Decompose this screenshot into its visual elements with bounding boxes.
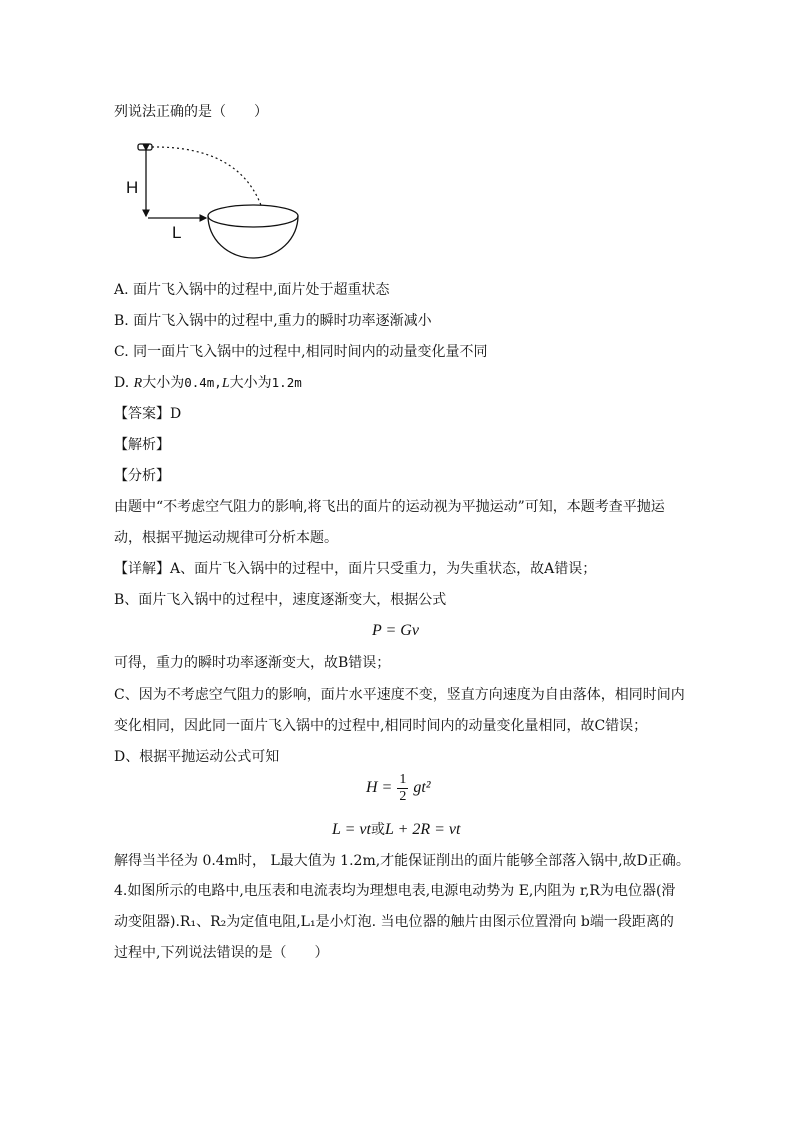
eq-h-numerator: 1 — [399, 772, 407, 787]
conclusion: 解得当半径为 0.4m时， L最大值为 1.2m,才能保证削出的面片能够全部落入锅中,故D正确。 — [114, 853, 690, 869]
eq-h-rhs: gt² — [413, 779, 431, 797]
detail-c-line-2: 变化相同，因此同一面片飞入锅中的过程中,相同时间内的动量变化量相同，故C错误； — [114, 718, 648, 734]
eq-h-lhs: H = — [366, 779, 393, 797]
option-d-text2: 大小为 — [229, 375, 272, 391]
equation-distance — [332, 819, 460, 839]
analysis-line-1: 由题中“不考虑空气阻力的影响,将飞出的面片的运动视为平抛运动”可知，本题考查平抛运 — [114, 499, 665, 515]
equation-height — [366, 772, 431, 805]
equation-power: P = Gv — [372, 622, 419, 639]
pot-rim — [208, 205, 298, 227]
trajectory-curve — [152, 147, 262, 208]
question-4-line-1: 4.如图所示的电路中,电压表和电流表均为理想电表,电源电动势为 E,内阻为 r,R为电位器(滑 — [114, 883, 676, 899]
option-b: B. 面片飞入锅中的过程中,重力的瞬时功率逐渐减小 — [114, 313, 432, 329]
eq-h-fraction — [397, 772, 408, 805]
label-l: L — [172, 223, 182, 242]
question-4-line-2: 动变阻器).R₁、R₂为定值电阻,L₁是小灯泡. 当电位器的触片由图示位置滑向 b端一段距离的 — [114, 914, 674, 930]
jiexi-label: 【解析】 — [114, 437, 170, 453]
option-d-value1: 0.4m, — [184, 375, 222, 390]
option-d-prefix: D. — [114, 375, 134, 391]
option-a: A. 面片飞入锅中的过程中,面片处于超重状态 — [114, 282, 390, 298]
fenxi-label: 【分析】 — [114, 468, 170, 484]
detail-d-line-1: D、根据平抛运动公式可知 — [114, 749, 280, 765]
noodle-slice-icon — [138, 144, 152, 150]
eq-h-denominator: 2 — [399, 789, 407, 804]
option-d-value2: 1.2m — [271, 375, 302, 390]
question-4-line-3: 过程中,下列说法错误的是（ ） — [114, 945, 329, 961]
option-d-text1: 大小为 — [142, 375, 185, 391]
detail-a: 【详解】A、面片飞入锅中的过程中，面片只受重力，为失重状态，故A错误； — [114, 561, 597, 577]
option-d — [114, 373, 302, 394]
option-d-var-r: R — [133, 376, 143, 391]
option-d-var-l: L — [221, 376, 230, 391]
option-c: C. 同一面片飞入锅中的过程中,相同时间内的动量变化量不同 — [114, 344, 488, 360]
projectile-pot-diagram — [120, 138, 360, 263]
eq-l-right: L + 2R = vt — [384, 821, 461, 838]
detail-b-line-1: B、面片飞入锅中的过程中，速度逐渐变大，根据公式 — [114, 592, 447, 608]
answer-label: 【答案】D — [114, 406, 182, 422]
eq-l-left: L = vt — [332, 821, 371, 838]
detail-b-line-2: 可得，重力的瞬时功率逐渐变大，故B错误； — [114, 655, 391, 671]
eq-l-or: 或 — [370, 822, 385, 838]
question-intro: 列说法正确的是（ ） — [114, 104, 268, 120]
detail-c-line-1: C、因为不考虑空气阻力的影响，面片水平速度不变，竖直方向速度为自由落体，相同时间内 — [114, 687, 685, 703]
analysis-line-2: 动，根据平抛运动规律可分析本题。 — [114, 530, 338, 546]
label-h: H — [126, 178, 139, 197]
